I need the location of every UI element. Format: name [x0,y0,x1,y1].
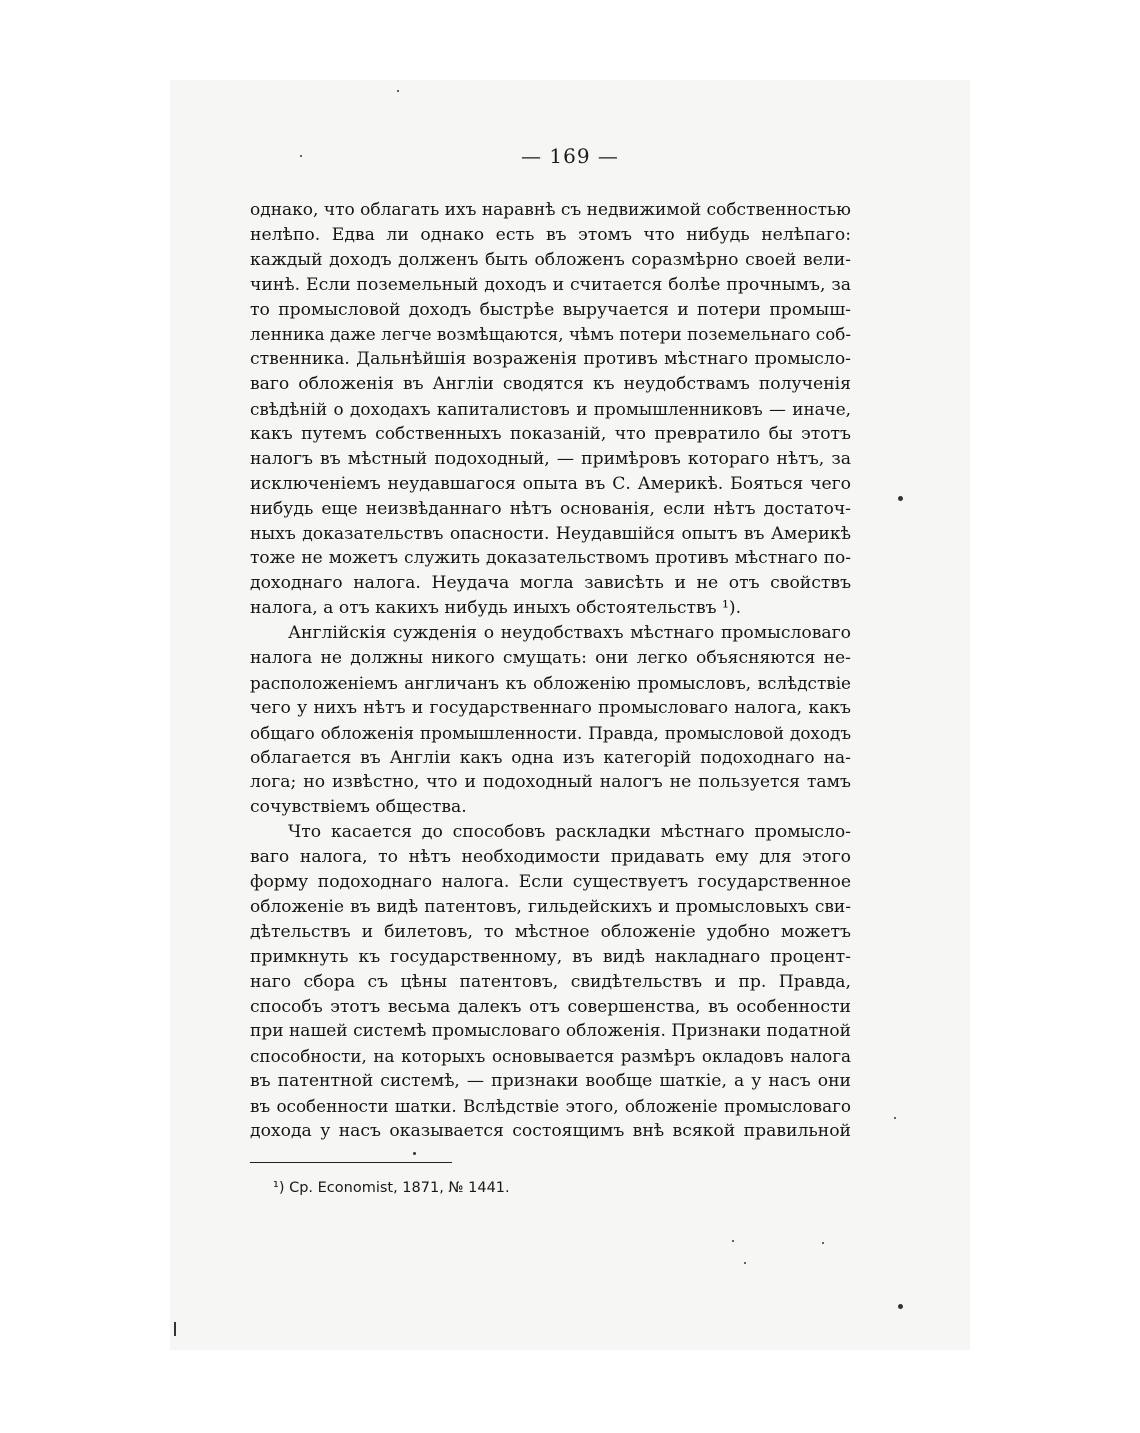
footnote: ¹) Ср. Economist, 1871, № 1441. [273,1180,510,1196]
text-line: свѣдѣній о доходахъ капиталистовъ и промышленниковъ — иначе, [250,399,851,420]
text-line: облагается въ Англіи какъ одна изъ категорій подоходнаго на- [250,747,851,768]
scan-speck [174,1322,176,1336]
text-line: въ особенности шатки. Вслѣдствіе этого, обложеніе промысловаго [250,1096,851,1117]
scan-speck [744,1262,746,1264]
scan-speck [397,90,399,92]
text-line: Англійскія сужденія о неудобствахъ мѣстнаго промысловаго [288,623,851,644]
scan-speck [300,155,302,157]
paragraph-3 [250,820,851,1144]
text-line: чего у нихъ нѣтъ и государственнаго промысловаго налога, какъ [250,697,851,718]
text-line: однако, что облагать ихъ наравнѣ съ недвижимой собственностью [250,200,851,220]
text-line: ваго налога, то нѣтъ необходимости придавать ему для этого [250,847,851,868]
text-line: тоже не можетъ служить доказательствомъ противъ мѣстнаго по- [250,548,851,569]
text-line: каждый доходъ долженъ быть обложенъ соразмѣрно своей вели- [250,249,851,270]
page-number: — 169 — [521,144,619,168]
text-line: какъ путемъ собственныхъ показаній, что превратило бы этотъ [250,424,851,445]
text-line: исключеніемъ неудавшагося опыта въ С. Америкѣ. Бояться чего [250,473,851,494]
text-line: при нашей системѣ промысловаго обложенія. Признаки податной [250,1021,851,1042]
text-line: налогъ въ мѣстный подоходный, — примѣровъ котораго нѣтъ, за [250,448,851,469]
text-line: общаго обложенія промышленности. Правда, промысловой доходъ [250,722,851,743]
text-line: ваго обложенія въ Англіи сводятся къ неудобствамъ полученія [250,374,851,395]
text-line: сочувствіемъ общества. [250,797,467,818]
text-line: примкнуть къ государственному, въ видѣ накладнаго процент- [250,946,851,967]
text-line: въ патентной системѣ, — признаки вообще шаткіе, а у насъ они [250,1071,851,1092]
scan-speck [894,1117,896,1119]
scan-speck [413,1152,416,1155]
scan-speck [898,496,903,501]
text-line: способъ этотъ весьма далекъ отъ совершенства, въ особенности [250,996,851,1017]
text-line: ныхъ доказательствъ опасности. Неудавшійся опытъ въ Америкѣ [250,523,851,544]
text-line: то промысловой доходъ быстрѣе выручается и потери промыш- [250,299,851,320]
text-line: расположеніемъ англичанъ къ обложенію промысловъ, вслѣдствіе [250,672,851,693]
text-line: Что касается до способовъ раскладки мѣстнаго промысло- [288,822,851,843]
footnote-divider [250,1162,452,1163]
text-line: доходнаго налога. Неудача могла зависѣть и не отъ свойствъ [250,573,851,594]
text-line: дѣтельствъ и билетовъ, то мѣстное обложеніе удобно можетъ [250,921,851,942]
body-text [250,198,851,1144]
text-line: налога, а отъ какихъ нибудь иныхъ обстоятельствъ ¹). [250,598,742,619]
text-line: обложеніе въ видѣ патентовъ, гильдейскихъ и промысловыхъ сви- [250,896,851,917]
text-line: наго сбора съ цѣны патентовъ, свидѣтельствъ и пр. Правда, [250,971,851,992]
scan-speck [822,1242,824,1244]
text-line: лога; но извѣстно, что и подоходный налогъ не пользуется тамъ [250,772,851,793]
text-line: ственника. Дальнѣйшія возраженія противъ мѣстнаго промысло- [250,349,851,370]
text-line: налога не должны никого смущать: они легко объясняются не- [250,648,851,669]
scan-speck [898,1304,903,1309]
text-line: дохода у насъ оказывается состоящимъ внѣ всякой правильной [250,1120,851,1141]
paragraph-2 [250,621,851,820]
text-line: способности, на которыхъ основывается размѣръ окладовъ налога [250,1046,851,1067]
text-line: ленника даже легче возмѣщаются, чѣмъ потери поземельнаго соб- [250,324,851,345]
text-line: чинѣ. Если поземельный доходъ и считается болѣе прочнымъ, за [250,274,851,295]
paragraph-1 [250,198,851,621]
text-line: нибудь еще неизвѣданнаго нѣтъ основанія, если нѣтъ достаточ- [250,498,851,519]
scan-speck [732,1240,734,1242]
text-line: форму подоходнаго налога. Если существуетъ государственное [250,872,851,893]
text-line: нелѣпо. Едва ли однако есть въ этомъ что нибудь нелѣпаго: [250,224,851,245]
